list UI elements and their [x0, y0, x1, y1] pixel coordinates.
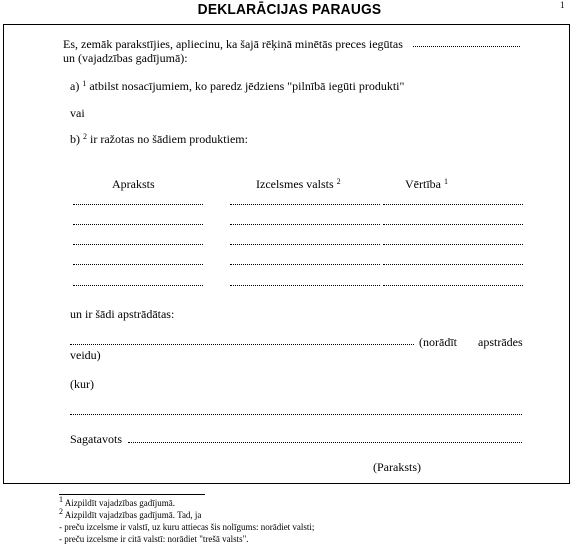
processing-note-line-2: veidu) [70, 348, 101, 362]
footnote-4 [59, 534, 249, 545]
table-cell-origin-country-row-5[interactable] [230, 285, 380, 286]
prepared-fill-line[interactable] [128, 442, 522, 443]
intro-line-2: un (vajadzības gadījumā): [63, 51, 188, 65]
option-a-text: atbilst nosacījumiem, ko paredz jēdziens "pilnībā iegūti produkti" [89, 79, 405, 93]
table-cell-value-row-2[interactable] [383, 224, 523, 225]
intro-fill-line[interactable] [413, 46, 520, 47]
processing-note-word-2: apstrādes [478, 335, 523, 349]
footnote-text: Aizpildīt vajadzības gadījumā. [64, 498, 175, 508]
where-text: (kur) [70, 377, 94, 391]
column-header-origin-country: Izcelsmes valsts $^2$ [256, 177, 341, 191]
table-cell-description-row-2[interactable] [73, 224, 203, 225]
footnote-text: - preču izcelsme ir valstī, uz kuru attiecas šis nolīgums: norādiet valsti; [59, 522, 315, 532]
footnote-3 [59, 522, 314, 533]
page-number: 1 [560, 0, 565, 10]
table-cell-value-row-5[interactable] [383, 285, 523, 286]
processed-text: un ir šādi apstrādātas: [70, 307, 175, 321]
table-cell-description-row-5[interactable] [73, 285, 203, 286]
footnote-text: - preču izcelsme ir citā valstī: norādiet "trešā valsts". [59, 534, 249, 544]
intro-line-1: Es, zemāk parakstījies, apliecinu, ka šajā rēķinā minētās preces iegūtas [63, 37, 403, 51]
column-header-description: Apraksts [112, 177, 155, 191]
option-b [70, 132, 248, 146]
or-text: vai [70, 106, 85, 120]
column-header-value: Vērtība $^1$ [405, 177, 448, 191]
footnote-2 [59, 507, 202, 521]
where-fill-line[interactable] [70, 414, 522, 415]
option-a-label: a) [70, 79, 80, 93]
option-a [70, 79, 404, 93]
footnote-1 [59, 495, 175, 509]
table-cell-origin-country-row-1[interactable] [230, 204, 380, 205]
footnote-marker: 1 [59, 495, 63, 504]
table-cell-value-row-1[interactable] [383, 204, 523, 205]
footnote-marker: 2 [59, 507, 63, 516]
option-b-label: b) [70, 132, 80, 146]
table-cell-origin-country-row-2[interactable] [230, 224, 380, 225]
footnote-separator [59, 494, 205, 495]
prepared-label: Sagatavots [70, 432, 122, 446]
table-cell-value-row-3[interactable] [383, 244, 523, 245]
option-a-footnote-ref: 1 [82, 79, 87, 88]
table-cell-description-row-1[interactable] [73, 204, 203, 205]
table-cell-origin-country-row-3[interactable] [230, 244, 380, 245]
table-cell-description-row-3[interactable] [73, 244, 203, 245]
declaration-box [3, 24, 570, 484]
processing-note-word-1: (norādīt [419, 335, 457, 349]
document-title: DEKLARĀCIJAS PARAUGS [197, 1, 382, 18]
table-cell-value-row-4[interactable] [383, 264, 523, 265]
signature-label: (Paraksts) [373, 460, 421, 474]
footnote-text: Aizpildīt vajadzības gadījumā. Tad, ja [64, 510, 202, 520]
option-b-text: ir ražotas no šādiem produktiem: [90, 132, 248, 146]
table-cell-description-row-4[interactable] [73, 264, 203, 265]
table-cell-origin-country-row-4[interactable] [230, 264, 380, 265]
processing-fill-line[interactable] [70, 344, 414, 345]
option-b-footnote-ref: 2 [83, 132, 87, 141]
